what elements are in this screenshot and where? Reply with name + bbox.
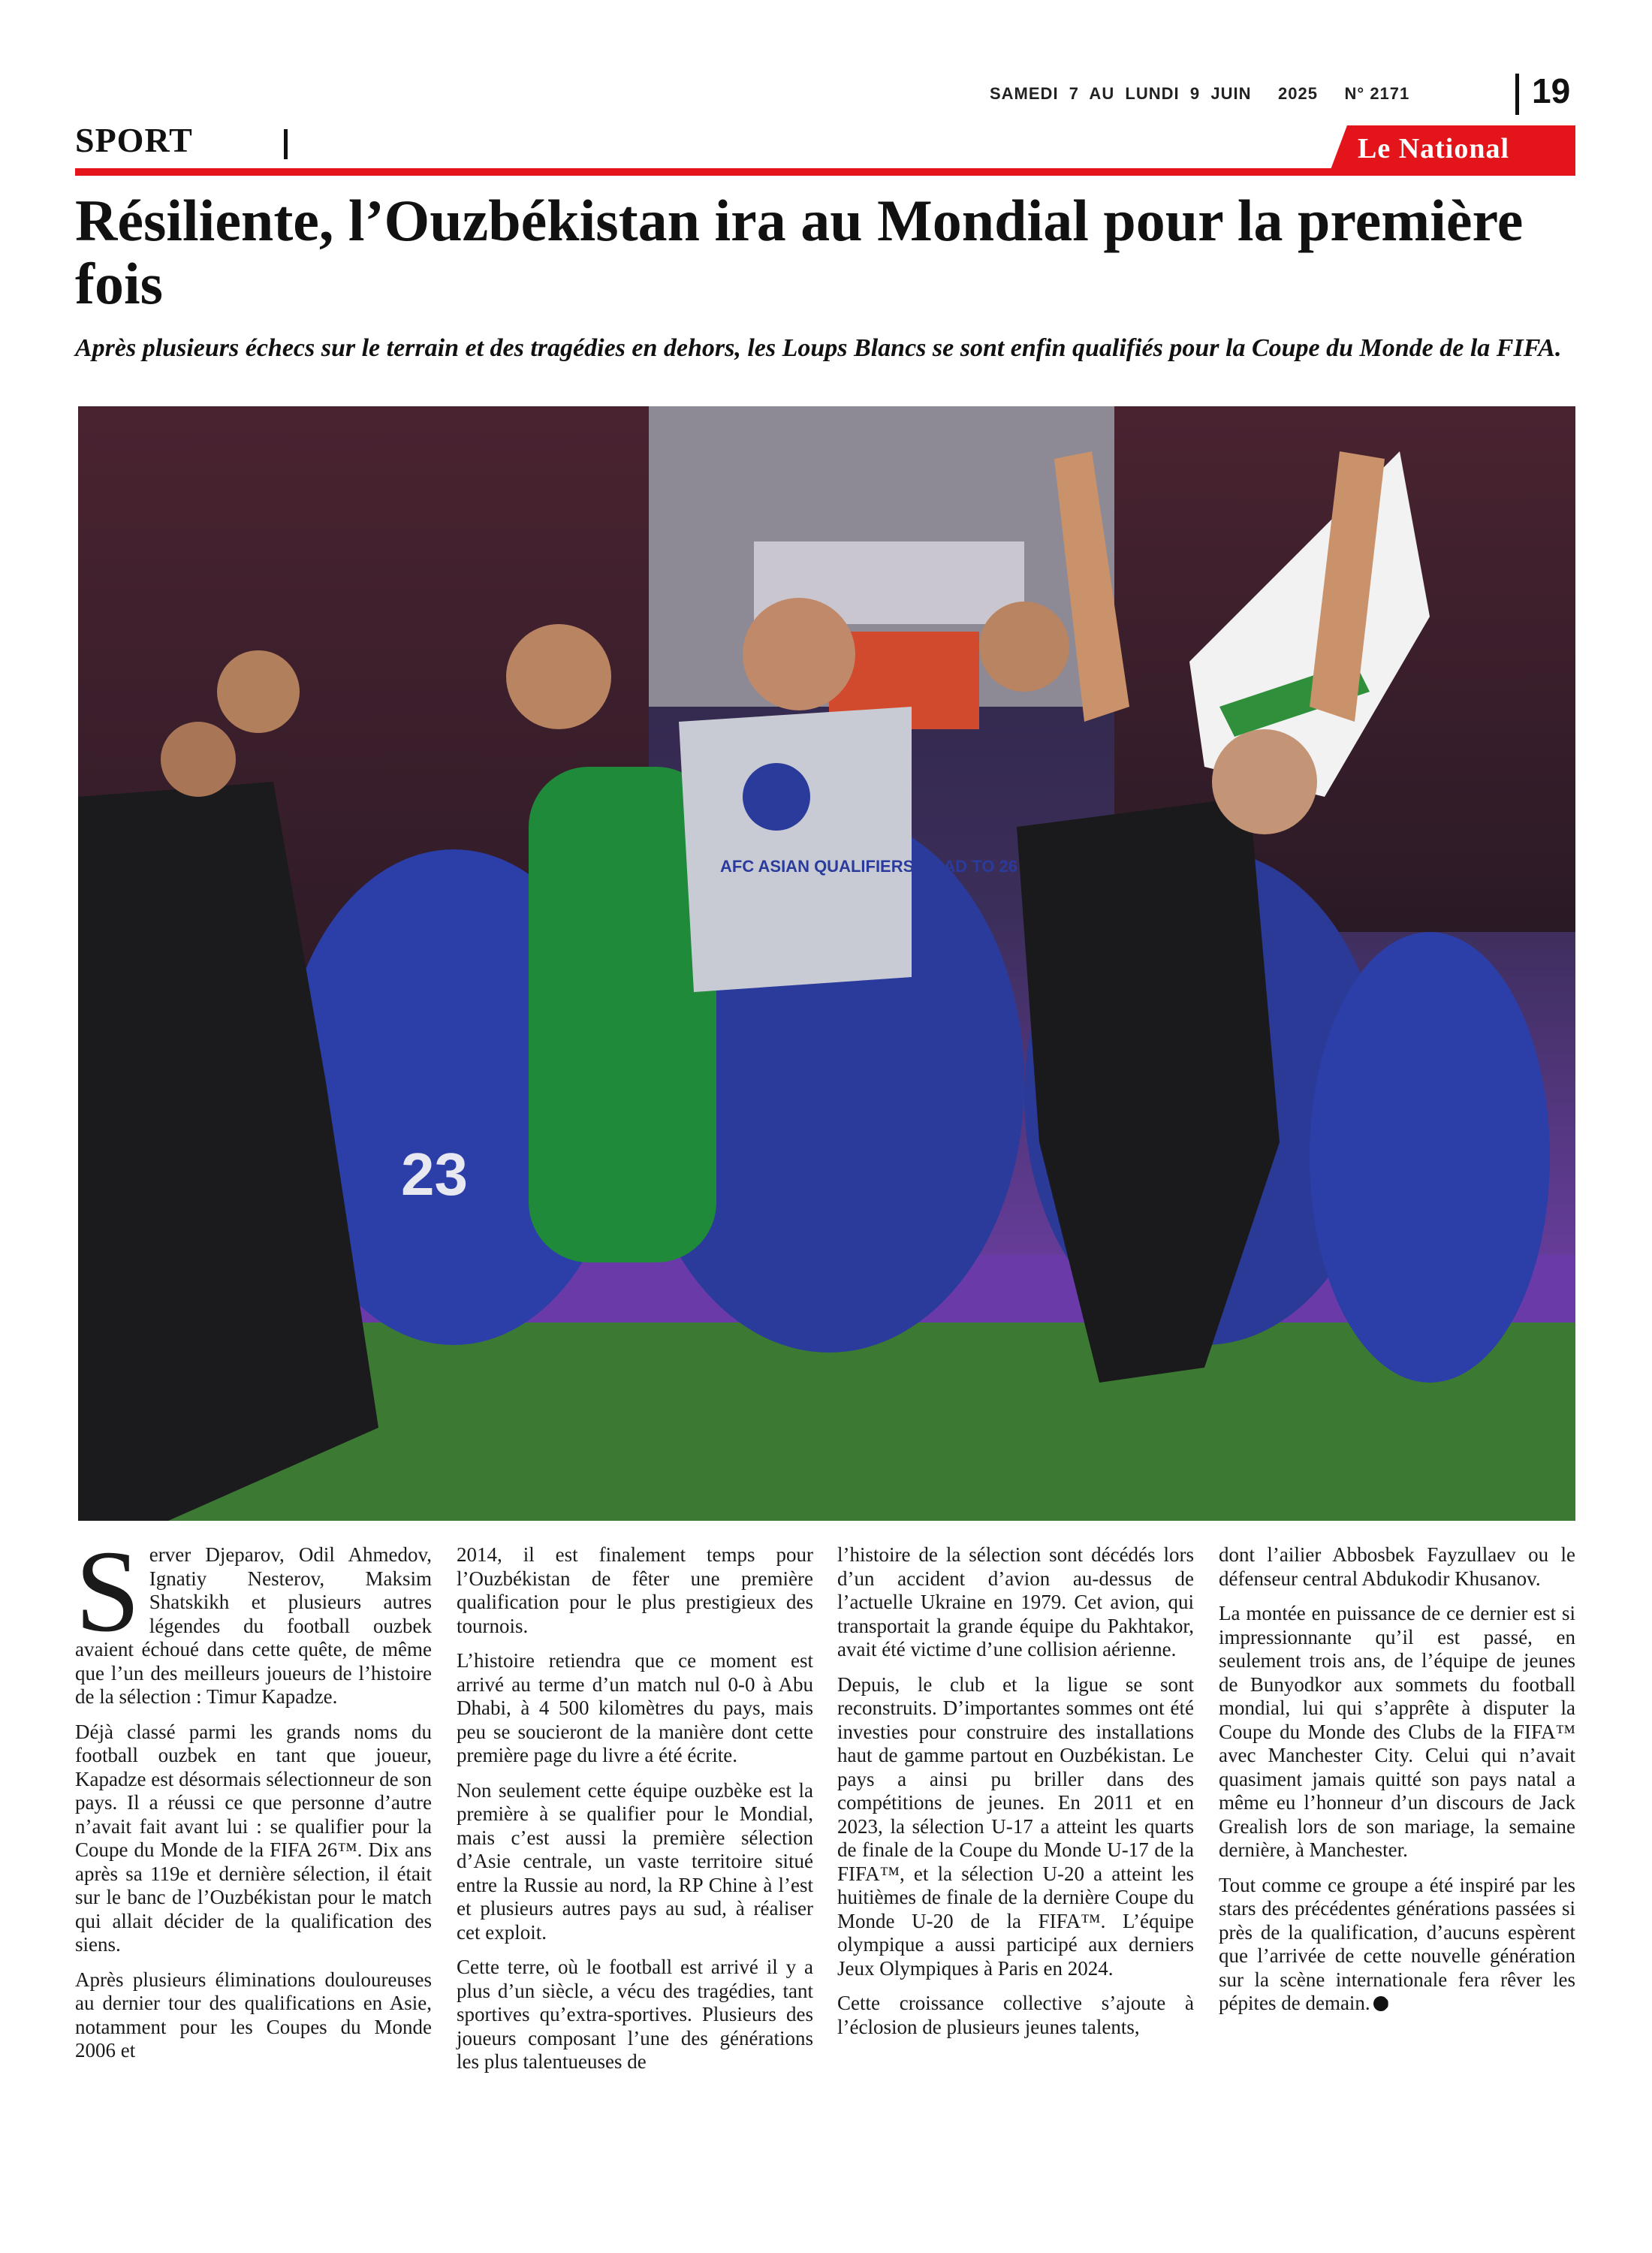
article-paragraph: Cette croissance collective s’ajoute à l’éclosion de plusieurs jeunes talents,	[837, 1992, 1194, 2038]
article-paragraph: Après plusieurs éliminations douloureuses au dernier tour des qualifications en Asie, notamment pour les Coupes du Monde 2006 et	[75, 1968, 432, 2061]
article-paragraph: dont l’ailier Abbosbek Fayzullaev ou le défenseur central Abdukodir Khusanov.	[1219, 1543, 1575, 1590]
section-label: SPORT	[75, 121, 193, 159]
article-paragraph: l’histoire de la sélection sont décédés lors d’un accident d’avion au-dessus de l’actuelle Ukraine en 1979. Cet avion, qui transportait la grande équipe du Pakhtakor, avait été victime d’une collision aérienne.	[837, 1543, 1194, 1660]
article-paragraph: Depuis, le club et la ligue se sont reconstruits. D’importantes sommes ont été investies pour construire des installations haut de gamme partout en Ouzbékistan. Le pays a ainsi pu briller dans des compétitions de jeunes. En 2011 et en 2023, la sélection U-17 a atteint les quarts de finale de la Coupe du Monde U-17 de la FIFA™, et la sélection U-20 a atteint les huitièmes de finale de la dernière Coupe du Monde U-20 de la FIFA™. L’équipe olympique a aussi participé aux derniers Jeux Olympiques à Paris en 2024.	[837, 1672, 1194, 1980]
article-paragraph: Non seulement cette équipe ouzbèke est la première à se qualifier pour le Mondial, mais c’est aussi la première sélection d’Asie centrale, un vaste territoire situé entre la Russie au nord, la RP Chine à l’est et plusieurs autres pays au sud, à réaliser cet exploit.	[457, 1778, 813, 1944]
article-paragraph: 2014, il est finalement temps pour l’Ouzbékistan de fêter une première qualification pour le plus prestigieux des tournois.	[457, 1543, 813, 1637]
article-standfirst: Après plusieurs échecs sur le terrain et des tragédies en dehors, les Loups Blancs se sont enfin qualifiés pour la Coupe du Monde de la FIFA.	[75, 334, 1562, 362]
article-column-4	[1219, 1543, 1575, 2016]
article-paragraph: L’histoire retiendra que ce moment est arrivé au terme d’un match nul 0-0 à Abu Dhabi, à 4 500 kilomètres du pays, mais peu se soucieront de la manière dont cette première page du livre a été écrite.	[457, 1649, 813, 1766]
article-column-1	[75, 1526, 432, 2063]
celebration-photo	[78, 406, 1575, 1521]
issue-date: SAMEDI 7 AU LUNDI 9 JUIN 2025 N° 2171	[990, 84, 1410, 103]
page-number: 19	[1532, 71, 1571, 110]
article-column-2	[457, 1543, 813, 2074]
svg-text:23: 23	[401, 1141, 468, 1208]
header-rule	[75, 168, 1575, 176]
kit-logo-text: AFC ASIAN QUALIFIERS ROAD TO 26	[720, 857, 1018, 876]
article-end-mark	[1373, 1996, 1388, 2011]
section-separator	[284, 129, 288, 159]
article-paragraph: La montée en puissance de ce dernier est si impressionnante qu’il est passé, en seulement trois ans, de l’équipe de jeunes de Bunyodkor aux sommets du football mondial, lui qui s’apprête à disputer la Coupe du Monde des Clubs de la FIFA™ avec Manchester City. Celui qui n’avait quasiment jamais quitté son pays natal a même eu l’honneur d’un discours de Jack Grealish lors de son mariage, la semaine dernière, à Manchester.	[1219, 1602, 1575, 1861]
article-column-3	[837, 1543, 1194, 2039]
article-paragraph: Cette terre, où le football est arrivé il y a plus d’un siècle, a vécu des tragédies, tant sportives qu’extra-sportives. Plusieurs des joueurs composant l’une des générations les plus talentueuses de	[457, 1956, 813, 2073]
article-paragraph: Déjà classé parmi les grands noms du football ouzbek en tant que joueur, Kapadze est désormais sélectionneur de son pays. Il a réussi ce que personne d’autre n’avait fait avant lui : se qualifier pour la Coupe du Monde de la FIFA 26™. Dix ans après sa 119e et dernière sélection, il était sur le banc de l’Ouzbékistan pour le match qui allait décider de la qualification des siens.	[75, 1720, 432, 1956]
brand-name: Le National	[1358, 133, 1510, 164]
drop-cap: S	[75, 1526, 140, 1656]
article-paragraph: Tout comme ce groupe a été inspiré par les stars des précédentes générations passées si près de la qualification, d’aucuns espèrent que l’arrivée de cette nouvelle génération sur la scène internationale fera rêver les pépites de demain.	[1219, 1873, 1575, 2014]
article-headline: Résiliente, l’Ouzbékistan ira au Mondial pour la première fois	[75, 188, 1524, 316]
page-number-separator	[1515, 74, 1519, 115]
article-paragraph: Server Djeparov, Odil Ahmedov, Ignatiy Nesterov, Maksim Shatskikh et plusieurs autres légendes du football ouzbek avaient échoué dans cette quête, de même que l’un des meilleurs joueurs de l’histoire de la sélection : Timur Kapadze.	[75, 1526, 432, 1708]
